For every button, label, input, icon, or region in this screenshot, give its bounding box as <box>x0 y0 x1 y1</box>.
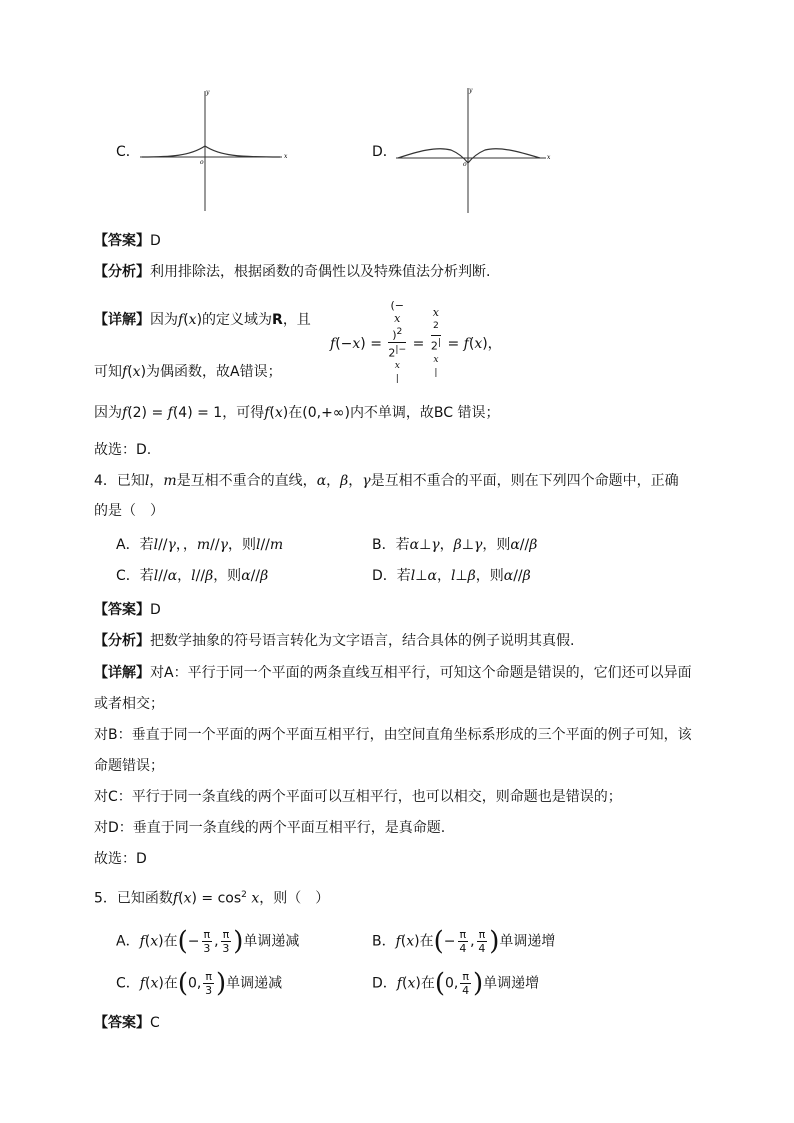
formula-frac-2: x $^2$ $2^{| x |}$ <box>430 305 441 378</box>
graph-c <box>140 88 290 213</box>
detail-tag: 【详解】 <box>94 312 150 328</box>
graph-c-axis-x: x <box>284 153 288 160</box>
q4-stem-line2: 的是（ ） <box>94 503 164 519</box>
graph-d-origin: o <box>463 161 467 168</box>
q5-option-c[interactable]: C．f(x)在(0, $\frac{\pi}{3}$ )单调递减 <box>116 968 283 999</box>
q3-analysis <box>94 262 490 282</box>
q3-detail-line2: 可知f(x)为偶函数，故A错误； <box>94 364 282 380</box>
graph-c-origin: o <box>200 159 204 166</box>
q4-detail-c: 对C：平行于同一条直线的两个平面可以互相平行，也可以相交，则命题也是错误的； <box>94 789 622 805</box>
formula-frac-1: (− x )$^2$ $2^{|- x |}$ <box>388 299 407 385</box>
graph-c-axis-y: y <box>206 89 210 96</box>
graph-d-axis-x: x <box>547 154 551 161</box>
q3-answer <box>94 231 161 251</box>
analysis-tag: 【分析】 <box>94 264 150 280</box>
graph-d <box>396 86 556 216</box>
q4-choose: 故选：D <box>94 851 147 867</box>
answer-value: D <box>150 233 161 249</box>
answer-tag: 【答案】 <box>94 233 150 249</box>
q4-detail-a2: 或者相交； <box>94 696 164 712</box>
q4-analysis: 【分析】把数学抽象的符号语言转化为文字语言，结合具体的例子说明其真假. <box>94 633 575 649</box>
q3-detail-line3: 因为f(2) = f(4) = 1，可得f(x)在(0,+∞)内不单调，故BC 错误； <box>94 405 500 421</box>
q3-choose: 故选：D. <box>94 442 152 458</box>
q5-option-d[interactable]: D．f(x)在(0, $\frac{\pi}{4}$ )单调递增 <box>372 968 540 999</box>
q4-option-d[interactable]: D．若l⊥α，l⊥β，则α//β <box>372 568 531 584</box>
q4-option-b[interactable]: B．若α⊥γ，β⊥γ，则α//β <box>372 537 538 553</box>
graph-d-axis-y: y <box>469 87 473 94</box>
q5-option-a[interactable]: A．f(x)在(− $\frac{\pi}{3}$ , $\frac{\pi}{3}$ )单调递减 <box>116 926 300 957</box>
q4-option-a[interactable]: A．若l//γ，，m//γ，则l//m <box>116 537 284 553</box>
q4-detail-a1: 【详解】对A：平行于同一个平面的两条直线互相平行，可知这个命题是错误的，它们还可以异面 <box>94 665 692 681</box>
analysis-text: 利用排除法，根据函数的奇偶性以及特殊值法分析判断. <box>150 264 491 280</box>
q3-formula: f(−x) = (− x )$^2$ $2^{|- x |}$ = x $^2$ $2^{| x |}$ = f(x)， <box>330 299 502 389</box>
q5-stem: 5．已知函数$f(x) = \cos^2 x$，则（ ） <box>94 890 330 907</box>
graph-d-label: D． <box>372 144 397 160</box>
q4-option-c[interactable]: C．若l//α，l//β，则α//β <box>116 568 269 584</box>
q3-detail-line1: 【详解】因为f(x)的定义域为R，且 <box>94 312 311 328</box>
q4-stem-line1: 4．已知l，m是互相不重合的直线，α，β，γ是互相不重合的平面，则在下列四个命题中，正确 <box>94 473 679 489</box>
q5-answer: 【答案】C <box>94 1015 160 1031</box>
q5-option-b[interactable]: B．f(x)在(− $\frac{\pi}{4}$ , $\frac{\pi}{4}$ )单调递增 <box>372 926 556 957</box>
graph-c-label: C． <box>116 144 140 160</box>
q4-detail-b2: 命题错误； <box>94 758 164 774</box>
q4-answer: 【答案】D <box>94 602 161 618</box>
q4-detail-d: 对D：垂直于同一条直线的两个平面互相平行，是真命题. <box>94 820 446 836</box>
q4-detail-b1: 对B：垂直于同一个平面的两个平面互相平行，由空间直角坐标系形成的三个平面的例子可知，该 <box>94 727 692 743</box>
